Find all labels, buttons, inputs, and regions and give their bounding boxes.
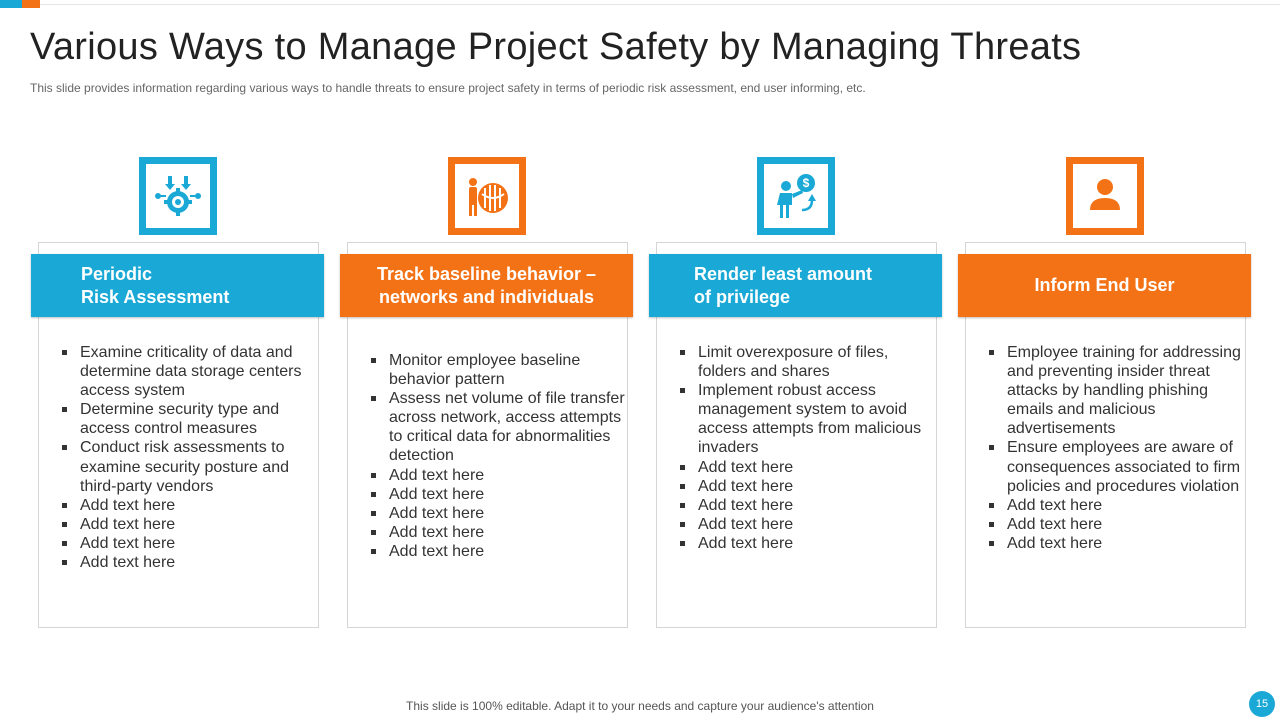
list-item: Implement robust access management system to avoid access attempts from malicious invaders [674, 381, 937, 457]
list-item: Add text here [365, 504, 628, 523]
list-item: Add text here [365, 542, 628, 561]
list-item: Add text here [56, 553, 319, 572]
page-number-badge: 15 [1249, 691, 1275, 717]
risk-assessment-gear-icon [139, 157, 217, 235]
card-bullet-list [365, 351, 628, 561]
card-periodic-risk-assessment [31, 157, 327, 628]
list-item: Add text here [674, 534, 937, 553]
list-item: Add text here [56, 534, 319, 553]
list-item: Add text here [674, 458, 937, 477]
corner-accent-orange [22, 0, 40, 8]
list-item: Ensure employees are aware of consequences associated to firm policies and procedures violation [983, 438, 1246, 495]
slide-footer: This slide is 100% editable. Adapt it to your needs and capture your audience's attention [406, 699, 874, 713]
list-item: Employee training for addressing and preventing insider threat attacks by handling phishing emails and malicious advertisements [983, 343, 1246, 438]
list-item: Add text here [56, 515, 319, 534]
card-heading-banner [958, 254, 1251, 317]
card-heading: Render least amount of privilege [694, 263, 873, 307]
list-item: Limit overexposure of files, folders and shares [674, 343, 937, 381]
list-item: Examine criticality of data and determine data storage centers access system [56, 343, 319, 400]
list-item: Add text here [983, 496, 1246, 515]
card-heading: Inform End User [1034, 275, 1175, 295]
privilege-person-dollar-icon [757, 157, 835, 235]
corner-accent-blue [0, 0, 22, 8]
list-item: Conduct risk assessments to examine security posture and third-party vendors [56, 438, 319, 495]
card-heading-banner [649, 254, 942, 317]
card-heading: Periodic Risk Assessment [81, 263, 230, 307]
list-item: Add text here [674, 477, 937, 496]
list-item: Determine security type and access control measures [56, 400, 319, 438]
list-item: Add text here [56, 496, 319, 515]
card-inform-end-user [958, 157, 1254, 628]
card-bullet-list [674, 343, 937, 553]
card-heading-banner [31, 254, 324, 317]
card-heading-banner [340, 254, 633, 317]
list-item: Add text here [674, 515, 937, 534]
top-divider [40, 4, 1280, 5]
card-bullet-list [983, 343, 1246, 553]
list-item: Add text here [365, 466, 628, 485]
list-item: Add text here [365, 485, 628, 504]
list-item: Add text here [365, 523, 628, 542]
slide-subtitle: This slide provides information regarding various ways to handle threats to ensure project safety in terms of periodic risk assessment, end user informing, etc. [30, 81, 866, 95]
card-heading: Track baseline behavior – networks and individuals [376, 263, 597, 307]
card-render-least-privilege [649, 157, 945, 628]
card-track-baseline-behavior [340, 157, 636, 628]
slide-title: Various Ways to Manage Project Safety by Managing Threats [30, 26, 1082, 68]
list-item: Assess net volume of file transfer across network, access attempts to critical data for abnormalities detection [365, 389, 628, 465]
end-user-icon [1066, 157, 1144, 235]
list-item: Add text here [983, 534, 1246, 553]
list-item: Monitor employee baseline behavior pattern [365, 351, 628, 389]
network-behavior-icon [448, 157, 526, 235]
svg-text:$: $ [802, 176, 810, 190]
list-item: Add text here [674, 496, 937, 515]
card-bullet-list [56, 343, 319, 572]
list-item: Add text here [983, 515, 1246, 534]
